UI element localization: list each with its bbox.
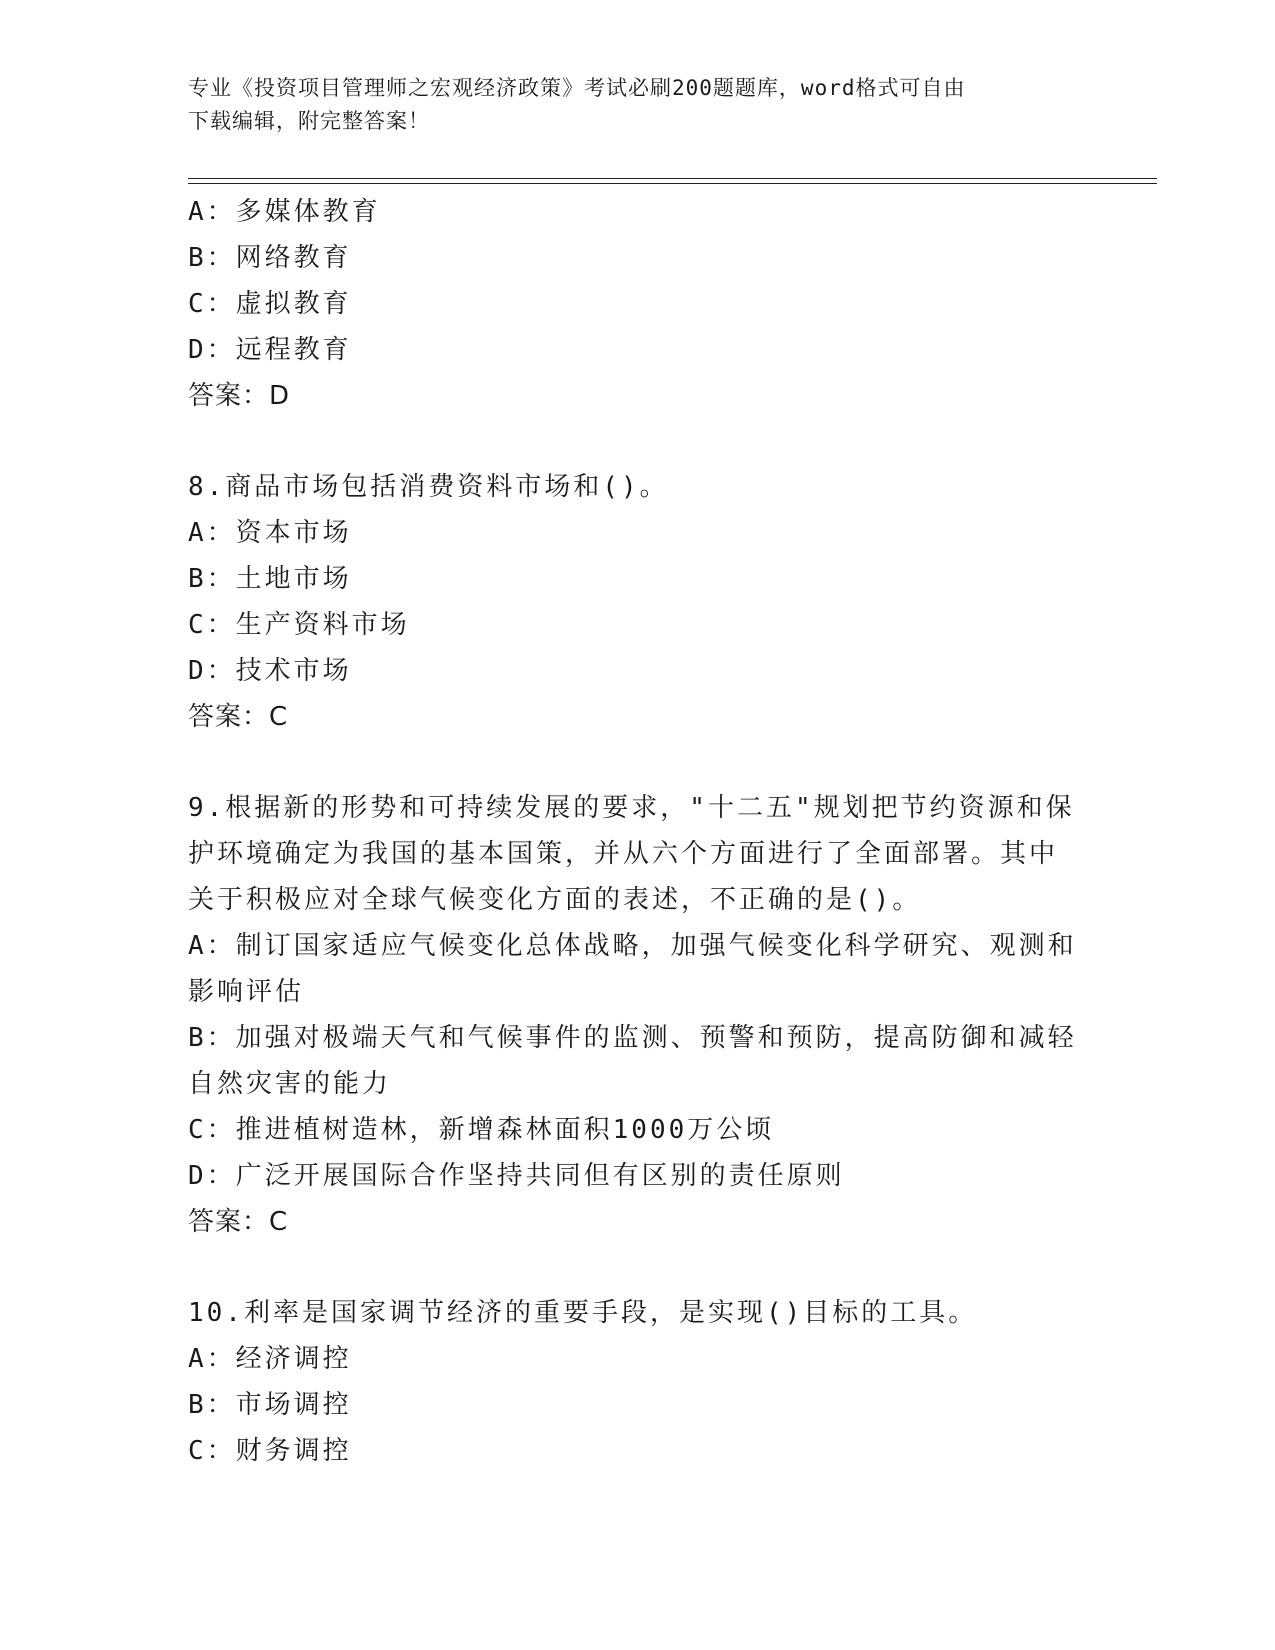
- option-a: A：多媒体教育: [188, 197, 381, 227]
- header-line-2: 下载编辑，附完整答案！: [188, 109, 430, 133]
- header-line-1: 专业《投资项目管理师之宏观经济政策》考试必刷200题题库，word格式可自由: [188, 76, 966, 100]
- option-c: C：财务调控: [188, 1436, 352, 1466]
- question-stem: 8.商品市场包括消费资料市场和()。: [188, 472, 669, 502]
- spacer: [188, 1245, 1088, 1290]
- option-d: D：远程教育: [188, 335, 352, 365]
- option-a: A：经济调控: [188, 1344, 352, 1374]
- answer: 答案：C: [188, 1207, 289, 1237]
- question-content: [188, 189, 1088, 1474]
- option-c: C：虚拟教育: [188, 289, 352, 319]
- answer: 答案：C: [188, 702, 289, 732]
- option-d: D：技术市场: [188, 656, 352, 686]
- answer: 答案：D: [188, 381, 291, 411]
- option-a: A：资本市场: [188, 518, 352, 548]
- spacer: [188, 740, 1088, 785]
- question-9: [188, 785, 1088, 1245]
- option-c: C：推进植树造林，新增森林面积1000万公顷: [188, 1115, 775, 1145]
- spacer: [188, 419, 1088, 464]
- option-b-line-1: B：加强对极端天气和气候事件的监测、预警和预防，提高防御和减轻: [188, 1023, 1077, 1053]
- question-10: [188, 1290, 1088, 1474]
- header-divider-top: [188, 178, 1157, 179]
- question-stem-line-2: 护环境确定为我国的基本国策，并从六个方面进行了全面部署。其中: [188, 839, 1059, 869]
- option-b: B：网络教育: [188, 243, 352, 273]
- option-b-line-2: 自然灾害的能力: [188, 1069, 392, 1099]
- option-a-line-1: A：制订国家适应气候变化总体战略，加强气候变化科学研究、观测和: [188, 931, 1077, 961]
- question-stem-line-1: 9.根据新的形势和可持续发展的要求，"十二五"规划把节约资源和保: [188, 793, 1075, 823]
- question-stem: 10.利率是国家调节经济的重要手段，是实现()目标的工具。: [188, 1298, 978, 1328]
- option-c: C：生产资料市场: [188, 610, 410, 640]
- option-b: B：市场调控: [188, 1390, 352, 1420]
- header-divider-bottom: [188, 183, 1157, 184]
- option-b: B：土地市场: [188, 564, 352, 594]
- option-d: D：广泛开展国际合作坚持共同但有区别的责任原则: [188, 1161, 845, 1191]
- document-header: [188, 72, 1088, 138]
- question-8: [188, 464, 1088, 740]
- option-a-line-2: 影响评估: [188, 977, 305, 1007]
- question-7: [188, 189, 1088, 419]
- question-stem-line-3: 关于积极应对全球气候变化方面的表述，不正确的是()。: [188, 885, 922, 915]
